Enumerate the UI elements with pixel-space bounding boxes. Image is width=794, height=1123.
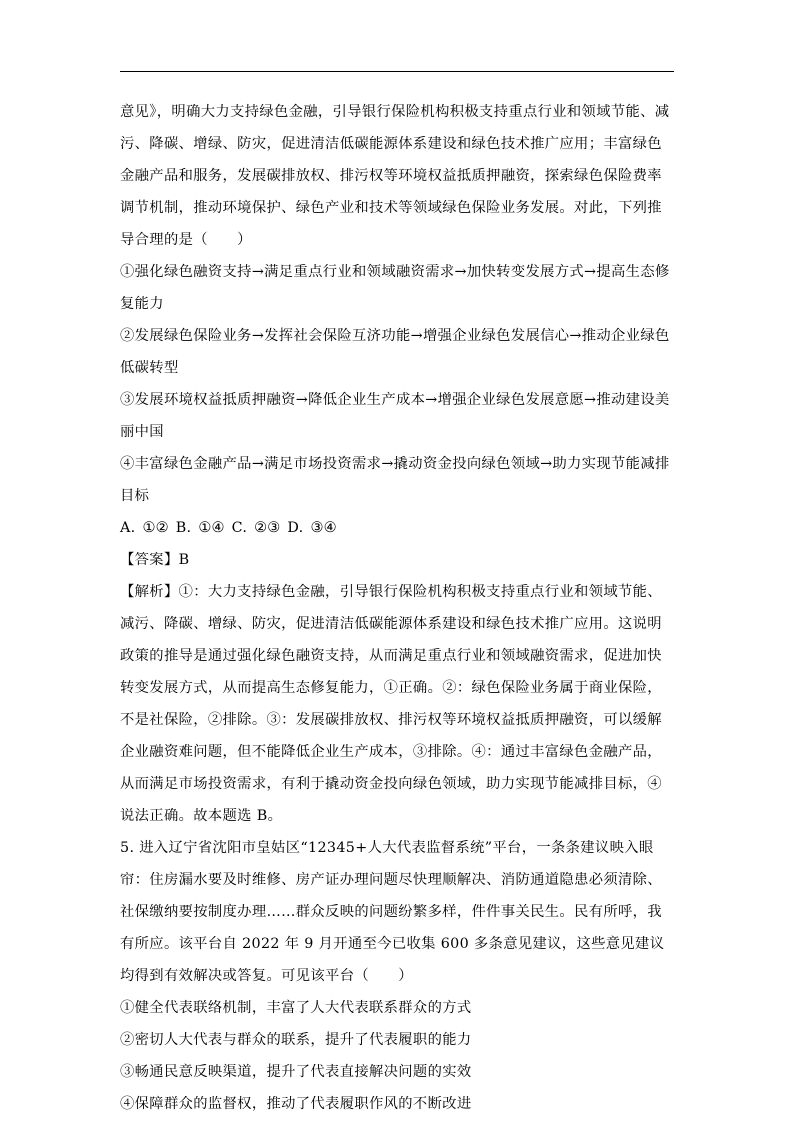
q5-item-4: ④保障群众的监督权，推动了代表履职作风的不断改进 — [120, 1096, 472, 1112]
q5-item-2: ②密切人大代表与群众的联系，提升了代表履职的能力 — [120, 1032, 472, 1048]
q4-item-2: ②发展绿色保险业务→发挥社会保险互济功能→增强企业绿色发展信心→推动企业绿色低碳转型 — [120, 328, 670, 376]
q4-answer — [120, 544, 676, 576]
q5-item-1: ①健全代表联络机制，丰富了人大代表联系群众的方式 — [120, 1000, 472, 1016]
analysis-label: 【解析】 — [120, 584, 179, 600]
header-rule — [120, 71, 674, 72]
q5-stem: 5. 进入辽宁省沈阳市皇姑区“12345+人大代表监督系统”平台，一条条建议映入眼帘：住房漏水要及时维修、房产证办理问题尽快理顺解决、消防通道隐患必须清除、社保缴纳要按制度办理……群众反映的问题纷繁多样，件件事关民生。民有所呼，我有所应。该平台自 2022 年 9 月开通至今已收集 600 多条意见建议，这些意见建议均得到有效解决或答复。可见该平台（ ） — [120, 840, 665, 984]
q4-stem: 意见》，明确大力支持绿色金融，引导银行保险机构积极支持重点行业和领域节能、减污、降碳、增绿、防灾，促进清洁低碳能源体系建设和绿色技术推广应用；丰富绿色金融产品和服务，发展碳排放权、排污权等环境权益抵质押融资，探索绿色保险费率调节机制，推动环境保护、绿色产业和技术等领域绿色保险业务发展。对此，下列推导合理的是（ ） — [120, 104, 670, 248]
q4-options: A. ①② B. ①④ C. ②③ D. ③④ — [120, 520, 337, 536]
analysis-text: ①：大力支持绿色金融，引导银行保险机构积极支持重点行业和领域节能、减污、降碳、增绿、防灾，促进清洁低碳能源体系建设和绿色技术推广应用。这说明政策的推导是通过强化绿色融资支持，从而满足重点行业和领域融资需求，促进加快转变发展方式，从而提高生态修复能力，①正确。②：绿色保险业务属于商业保险，不是社保险，②排除。③：发展碳排放权、排污权等环境权益抵质押融资，可以缓解企业融资难问题，但不能降低企业生产成本，③排除。④：通过丰富绿色金融产品，从而满足市场投资需求，有利于撬动资金投向绿色领域，助力实现节能减排目标，④说法正确。故本题选 B。 — [120, 584, 662, 824]
q4-item-1: ①强化绿色融资支持→满足重点行业和领域融资需求→加快转变发展方式→提高生态修复能力 — [120, 264, 670, 312]
document-body — [120, 96, 676, 1120]
q5-item-3: ③畅通民意反映渠道，提升了代表直接解决问题的实效 — [120, 1064, 472, 1080]
q4-item-3: ③发展环境权益抵质押融资→降低企业生产成本→增强企业绿色发展意愿→推动建设美丽中国 — [120, 392, 670, 440]
answer-label: 【答案】 — [120, 552, 179, 568]
answer-value: B — [178, 552, 190, 568]
q4-item-4: ④丰富绿色金融产品→满足市场投资需求→撬动资金投向绿色领域→助力实现节能减排目标 — [120, 456, 670, 504]
q4-analysis — [120, 576, 676, 832]
